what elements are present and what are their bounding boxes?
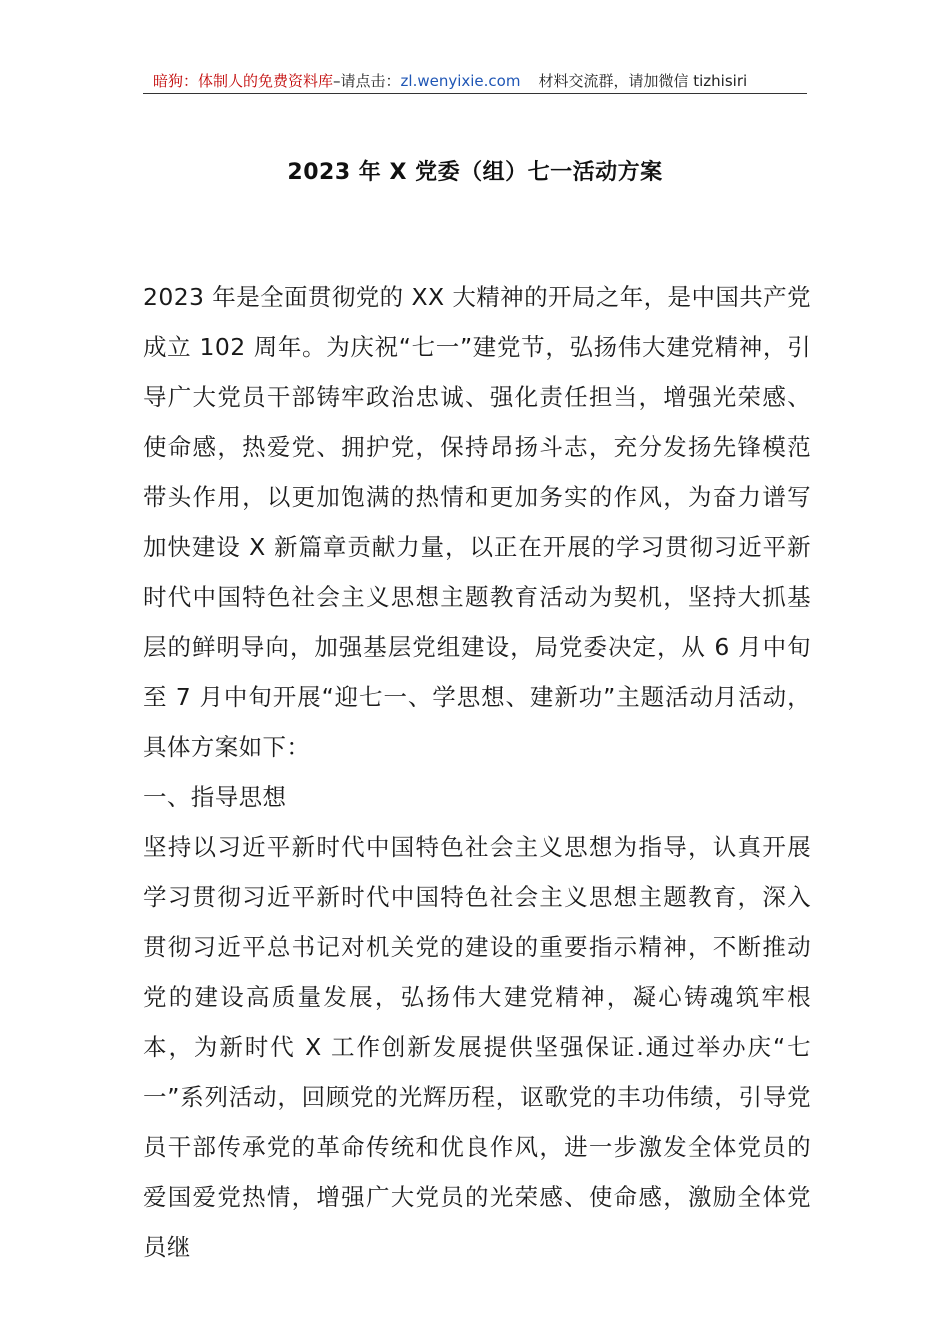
document-title: 2023 年 X 党委（组）七一活动方案 xyxy=(287,160,663,185)
header-url-link[interactable]: zl.wenyixie.com xyxy=(400,72,521,90)
page-header xyxy=(143,68,807,94)
header-click-prompt: –请点击： xyxy=(333,72,401,90)
header-site-name: 暗狗：体制人的免费资料库 xyxy=(153,72,334,90)
intro-paragraph: 2023 年是全面贯彻党的 XX 大精神的开局之年，是中国共产党成立 102 周年。为庆祝“七一”建党节，弘扬伟大建党精神，引导广大党员干部铸牢政治忠诚、强化责任担当，增强光荣感、使命感，热爱党、拥护党，保持昂扬斗志，充分发扬先锋模范带头作用，以更加饱满的热情和更加务实的作风，为奋力谱写加快建设 X 新篇章贡献力量，以正在开展的学习贯彻习近平新时代中国特色社会主义思想主题教育活动为契机，坚持大抓基层的鲜明导向，加强基层党组建设，局党委决定，从 6 月中旬至 7 月中旬开展“迎七一、学思想、建新功”主题活动月活动，具体方案如下： xyxy=(143,283,811,761)
section-heading-guiding-thought: 一、指导思想 xyxy=(143,783,287,811)
header-group-note: 材料交流群，请加微信 tizhisiri xyxy=(538,72,748,90)
guiding-thought-paragraph: 坚持以习近平新时代中国特色社会主义思想为指导，认真开展学习贯彻习近平新时代中国特色社会主义思想主题教育，深入贯彻习近平总书记对机关党的建设的重要指示精神，不断推动党的建设高质量发展，弘扬伟大建党精神，凝心铸魂筑牢根本，为新时代 X 工作创新发展提供坚强保证.通过举办庆“七一”系列活动，回顾党的光辉历程，讴歌党的丰功伟绩，引导党员干部传承党的革命传统和优良作风，进一步激发全体党员的爱国爱党热情，增强广大党员的光荣感、使命感，激励全体党员继 xyxy=(143,833,811,1261)
document-body xyxy=(143,272,811,1272)
